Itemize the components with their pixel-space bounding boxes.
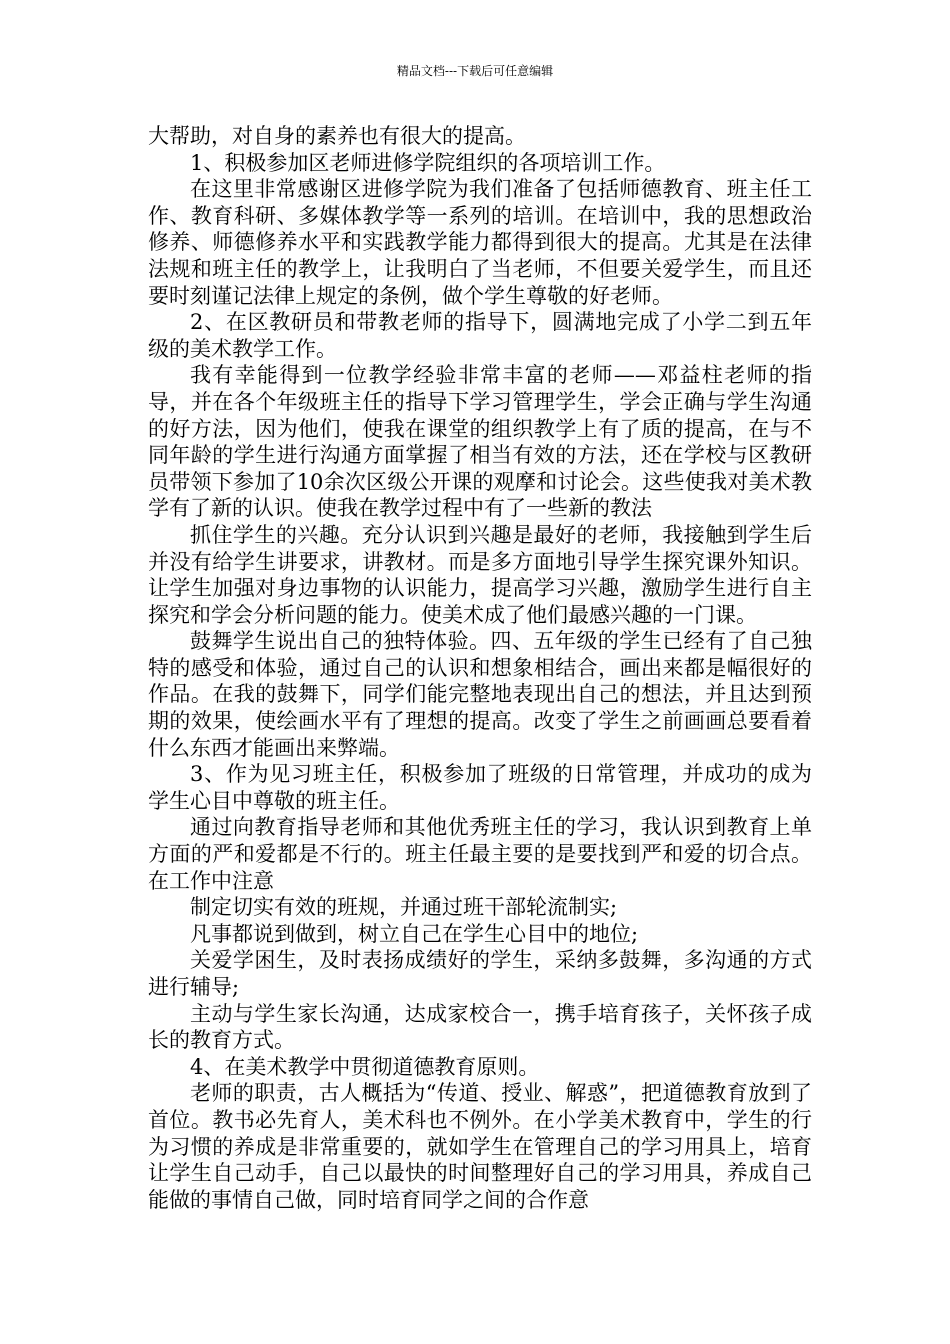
paragraph: 通过向教育指导老师和其他优秀班主任的学习，我认识到教育上单方面的严和爱都是不行的。班主任最主要的是要找到严和爱的切合点。在工作中注意 <box>148 815 812 893</box>
paragraph: 老师的职责，古人概括为“传道、授业、解惑”，把道德教育放到了首位。教书必先育人，美术科也不例外。在小学美术教育中，学生的行为习惯的养成是非常重要的，就如学生在管理自己的学习用具上，培育让学生自己动手，自己以最快的时间整理好自己的学习用具，养成自己能做的事情自己做，同时培育同学之间的合作意 <box>148 1081 812 1212</box>
paragraph: 凡事都说到做到，树立自己在学生心目中的地位; <box>190 921 639 946</box>
paragraph: 4、在美术教学中贯彻道德教育原则。 <box>190 1054 540 1079</box>
document-body <box>148 123 812 1213</box>
paragraph: 主动与学生家长沟通，达成家校合一，携手培育孩子，关怀孩子成长的教育方式。 <box>148 1001 812 1053</box>
paragraph: 抓住学生的兴趣。充分认识到兴趣是最好的老师，我接触到学生后并没有给学生讲要求，讲教材。而是多方面地引导学生探究课外知识。让学生加强对身边事物的认识能力，提高学习兴趣，激励学生进行自主探究和学会分析问题的能力。使美术成了他们最感兴趣的一门课。 <box>148 522 812 627</box>
paragraph: 2、在区教研员和带教老师的指导下，圆满地完成了小学二到五年级的美术教学工作。 <box>148 310 812 361</box>
paragraph: 我有幸能得到一位教学经验非常丰富的老师——邓益柱老师的指导，并在各个年级班主任的指导下学习管理学生，学会正确与学生沟通的好方法，因为他们，使我在课堂的组织教学上有了质的提高，在与不同年龄的学生进行沟通方面掌握了相当有效的方法，还在学校与区教研员带领下参加了10余次区级公开课的观摩和讨论会。这些使我对美术教学有了新的认识。使我在教学过程中有了一些新的教法 <box>148 363 812 521</box>
paragraph: 在这里非常感谢区进修学院为我们准备了包括师德教育、班主任工作、教育科研、多媒体教学等一系列的培训。在培训中，我的思想政治修养、师德修养水平和实践教学能力都得到很大的提高。尤其是在法律法规和班主任的教学上，让我明白了当老师，不但要关爱学生，而且还要时刻谨记法律上规定的条例，做个学生尊敬的好老师。 <box>148 177 812 308</box>
paragraph: 3、作为见习班主任，积极参加了班级的日常管理，并成功的成为学生心目中尊敬的班主任。 <box>148 762 812 813</box>
paragraph: 制定切实有效的班规，并通过班干部轮流制实; <box>190 895 618 920</box>
paragraph: 鼓舞学生说出自己的独特体验。四、五年级的学生已经有了自己独特的感受和体验，通过自己的认识和想象相结合，画出来都是幅很好的作品。在我的鼓舞下，同学们能完整地表现出自己的想法，并且达到预期的效果，使绘画水平有了理想的提高。改变了学生之前画画总要看着什么东西才能画出来弊端。 <box>148 629 812 760</box>
page-header: 精品文档---下载后可任意编辑 <box>396 64 554 78</box>
paragraph: 1、积极参加区老师进修学院组织的各项培训工作。 <box>190 150 666 175</box>
paragraph: 大帮助，对自身的素养也有很大的提高。 <box>148 124 526 148</box>
paragraph: 关爱学困生，及时表扬成绩好的学生，采纳多鼓舞，多沟通的方式进行辅导; <box>148 948 812 999</box>
